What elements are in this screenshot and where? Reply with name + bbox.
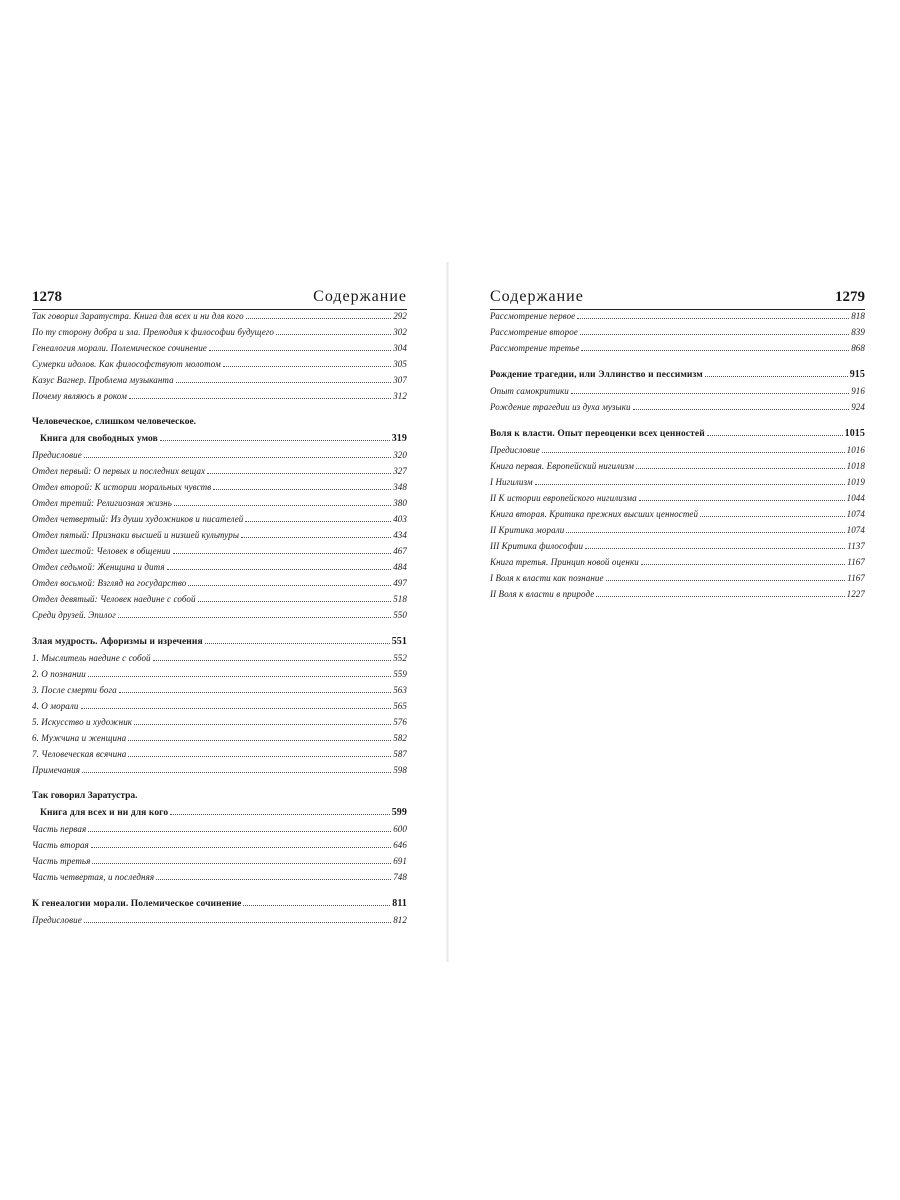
- toc-page-number: 1167: [847, 573, 865, 583]
- toc-entry-title: Предисловие: [32, 450, 82, 460]
- toc-page-number: 327: [393, 466, 407, 476]
- toc-page-number: 691: [393, 856, 407, 866]
- toc-section-title: К генеалогии морали. Полемическое сочинение: [32, 899, 242, 909]
- toc-entry-title: 4. О морали: [32, 701, 79, 711]
- toc-page-number: 518: [393, 594, 407, 604]
- dot-leader: [566, 525, 844, 533]
- toc-entry-title: Отдел шестой: Человек в общении: [32, 546, 171, 556]
- toc-page-number: 550: [393, 610, 407, 620]
- toc-page-number: 600: [393, 824, 407, 834]
- left-page: [32, 288, 407, 931]
- toc-section-heading-line1: Человеческое, слишком человеческое.: [32, 417, 197, 427]
- toc-page-number: 302: [393, 327, 407, 337]
- toc-entry[interactable]: [32, 733, 407, 749]
- toc-section-heading[interactable]: [490, 369, 865, 385]
- toc-page-number: 599: [391, 807, 407, 818]
- toc-section-title: Злая мудрость. Афоризмы и изречения: [32, 637, 203, 647]
- dot-leader: [596, 589, 844, 597]
- toc-page-number: 748: [393, 872, 407, 882]
- toc-entry-title: Рассмотрение первое: [490, 311, 576, 321]
- toc-entry[interactable]: [490, 343, 865, 359]
- dot-leader: [170, 807, 389, 815]
- dot-leader: [245, 514, 391, 522]
- toc-page-number: 403: [393, 514, 407, 524]
- toc-entry-title: Среди друзей. Эпилог: [32, 610, 116, 620]
- toc-page-number: 916: [851, 386, 865, 396]
- toc-entry[interactable]: [32, 391, 407, 407]
- toc-entry-title: II К истории европейского нигилизма: [490, 493, 637, 503]
- toc-entry-title: Книга первая. Европейский нигилизм: [490, 461, 634, 471]
- dot-leader: [705, 369, 848, 377]
- dot-leader: [585, 541, 845, 549]
- toc-entry-title: Книга вторая. Критика прежних высших ценностей: [490, 509, 699, 519]
- toc-entry-title: Отдел девятый: Человек наедине с собой: [32, 594, 196, 604]
- toc-entry[interactable]: [32, 765, 407, 781]
- dot-leader: [246, 311, 392, 319]
- toc-entry-title: 7. Человеческая всячина: [32, 749, 127, 759]
- left-toc-group-e: [32, 915, 407, 931]
- dot-leader: [88, 824, 391, 832]
- right-page-header: [490, 288, 865, 310]
- running-head: Содержание: [313, 288, 407, 305]
- toc-entry[interactable]: [32, 610, 407, 626]
- toc-entry[interactable]: [32, 669, 407, 685]
- dot-leader: [188, 578, 391, 586]
- toc-page-number: 559: [393, 669, 407, 679]
- dot-leader: [641, 557, 845, 565]
- toc-page-number: 348: [393, 482, 407, 492]
- toc-entry-title: Часть третья: [32, 856, 91, 866]
- toc-entry-title: Почему являюсь я роком: [32, 391, 127, 401]
- toc-section-heading[interactable]: [32, 636, 407, 652]
- toc-section-title: Книга для всех и ни для кого: [40, 808, 169, 818]
- dot-leader: [209, 343, 391, 351]
- left-toc-group-b: [32, 450, 407, 626]
- toc-page-number: 304: [393, 343, 407, 353]
- toc-entry[interactable]: [32, 562, 407, 578]
- toc-page-number: 312: [393, 391, 407, 401]
- toc-page-number: 380: [393, 498, 407, 508]
- toc-section-heading[interactable]: [490, 428, 865, 444]
- dot-leader: [223, 359, 391, 367]
- toc-page-number: 587: [393, 749, 407, 759]
- dot-leader: [205, 636, 390, 644]
- toc-entry-title: Отдел третий: Религиозная жизнь: [32, 498, 172, 508]
- toc-entry[interactable]: [490, 509, 865, 525]
- toc-page-number: 811: [392, 898, 407, 909]
- dot-leader: [118, 610, 391, 618]
- toc-page-number: 1137: [847, 541, 865, 551]
- right-page: [490, 288, 865, 605]
- toc-entry[interactable]: [490, 327, 865, 343]
- dot-leader: [577, 311, 849, 319]
- toc-page-number: 307: [393, 375, 407, 385]
- toc-entry-title: Генеалогия морали. Полемическое сочинение: [32, 343, 207, 353]
- toc-entry[interactable]: [32, 466, 407, 482]
- toc-page-number: 563: [393, 685, 407, 695]
- toc-page-number: 1015: [844, 428, 865, 439]
- toc-entry[interactable]: [32, 749, 407, 765]
- dot-leader: [535, 477, 845, 485]
- running-head: Содержание: [490, 288, 584, 305]
- toc-entry-title: По ту сторону добра и зла. Прелюдия к философии будущего: [32, 327, 275, 337]
- toc-entry-title: Предисловие: [32, 915, 82, 925]
- toc-entry-title: Отдел пятый: Признаки высшей и низшей культуры: [32, 530, 240, 540]
- dot-leader: [580, 327, 849, 335]
- toc-entry[interactable]: [32, 594, 407, 610]
- toc-entry-title: 6. Мужчина и женщина: [32, 733, 127, 743]
- toc-entry[interactable]: [490, 525, 865, 541]
- toc-entry[interactable]: [490, 573, 865, 589]
- toc-entry-title: Отдел четвертый: Из души художников и писателей: [32, 514, 244, 524]
- right-toc-group-a: [490, 311, 865, 359]
- toc-entry-title: Рождение трагедии из духа музыки: [490, 402, 631, 412]
- toc-page-number: 868: [851, 343, 865, 353]
- toc-section-title: Книга для свободных умов: [40, 434, 158, 444]
- toc-page-number: 565: [393, 701, 407, 711]
- dot-leader: [542, 445, 845, 453]
- toc-page-number: 582: [393, 733, 407, 743]
- toc-entry-title: II Критика морали: [490, 525, 565, 535]
- toc-entry[interactable]: [490, 477, 865, 493]
- toc-section-title: Воля к власти. Опыт переоценки всех ценностей: [490, 429, 705, 439]
- toc-entry[interactable]: [490, 445, 865, 461]
- toc-entry-title: Отдел восьмой: Взгляд на государство: [32, 578, 187, 588]
- toc-entry-title: Часть вторая: [32, 840, 89, 850]
- dot-leader: [243, 898, 390, 906]
- left-toc-group-d: [32, 824, 407, 888]
- toc-entry[interactable]: [32, 872, 407, 888]
- dot-leader: [128, 749, 391, 757]
- dot-leader: [571, 386, 849, 394]
- page-number: 1279: [835, 289, 865, 305]
- dot-leader: [176, 375, 391, 383]
- toc-entry-title: Часть первая: [32, 824, 87, 834]
- toc-entry-title: I Нигилизм: [490, 477, 533, 487]
- toc-entry[interactable]: [32, 514, 407, 530]
- toc-entry-title: Книга третья. Принцип новой оценки: [490, 557, 639, 567]
- toc-entry[interactable]: [32, 915, 407, 931]
- dot-leader: [81, 701, 392, 709]
- dot-leader: [700, 509, 844, 517]
- toc-entry-title: Предисловие: [490, 445, 540, 455]
- toc-entry[interactable]: [490, 311, 865, 327]
- dot-leader: [134, 717, 391, 725]
- toc-entry[interactable]: [32, 685, 407, 701]
- toc-entry[interactable]: [490, 541, 865, 557]
- toc-entry-title: Отдел второй: К истории моральных чувств: [32, 482, 212, 492]
- toc-page-number: 1019: [846, 477, 865, 487]
- dot-leader: [167, 562, 392, 570]
- toc-entry-title: Опыт самокритики: [490, 386, 569, 396]
- right-toc-group-b: [490, 386, 865, 418]
- toc-entry[interactable]: [32, 856, 407, 872]
- dot-leader: [241, 530, 391, 538]
- toc-page-number: 484: [393, 562, 407, 572]
- toc-page-number: 467: [393, 546, 407, 556]
- dot-leader: [606, 573, 846, 581]
- toc-page-number: 497: [393, 578, 407, 588]
- toc-entry[interactable]: [490, 402, 865, 418]
- toc-page-number: 1227: [846, 589, 865, 599]
- toc-entry[interactable]: [32, 375, 407, 391]
- toc-page-number: 915: [849, 369, 865, 380]
- dot-leader: [276, 327, 391, 335]
- toc-page-number: 552: [393, 653, 407, 663]
- dot-leader: [92, 856, 391, 864]
- dot-leader: [82, 765, 391, 773]
- dot-leader: [88, 669, 391, 677]
- toc-page-number: 1074: [846, 509, 865, 519]
- toc-entry[interactable]: [32, 717, 407, 733]
- dot-leader: [119, 685, 392, 693]
- toc-entry[interactable]: [32, 546, 407, 562]
- dot-leader: [707, 428, 843, 436]
- dot-leader: [213, 482, 391, 490]
- toc-entry-title: III Критика философии: [490, 541, 584, 551]
- toc-page-number: 292: [393, 311, 407, 321]
- dot-leader: [153, 653, 392, 661]
- toc-entry[interactable]: [32, 578, 407, 594]
- toc-page-number: 434: [393, 530, 407, 540]
- dot-leader: [636, 461, 845, 469]
- toc-page-number: 1074: [846, 525, 865, 535]
- dot-leader: [128, 733, 391, 741]
- toc-entry-title: Сумерки идолов. Как философствуют молотом: [32, 359, 221, 369]
- toc-entry[interactable]: [32, 482, 407, 498]
- dot-leader: [581, 343, 849, 351]
- book-gutter: [446, 262, 449, 962]
- toc-page-number: 1018: [846, 461, 865, 471]
- toc-entry[interactable]: [32, 327, 407, 343]
- right-toc-group-c: [490, 445, 865, 605]
- toc-section-heading[interactable]: [32, 898, 407, 914]
- dot-leader: [91, 840, 391, 848]
- toc-entry[interactable]: [490, 386, 865, 402]
- left-toc-group-c: [32, 653, 407, 781]
- toc-entry[interactable]: [32, 701, 407, 717]
- dot-leader: [84, 450, 391, 458]
- toc-entry-title: II Воля к власти в природе: [490, 589, 595, 599]
- left-page-header: [32, 288, 407, 310]
- dot-leader: [174, 498, 391, 506]
- toc-page-number: 1044: [846, 493, 865, 503]
- toc-entry-title: Рассмотрение второе: [490, 327, 578, 337]
- toc-entry-title: Казус Вагнер. Проблема музыканта: [32, 375, 174, 385]
- toc-entry[interactable]: [490, 461, 865, 477]
- dot-leader: [207, 466, 391, 474]
- toc-page-number: 924: [851, 402, 865, 412]
- toc-entry-title: 1. Мыслитель наедине с собой: [32, 653, 151, 663]
- toc-entry[interactable]: [490, 589, 865, 605]
- toc-section-title: Рождение трагедии, или Эллинство и пессимизм: [490, 370, 703, 380]
- toc-page-number: 646: [393, 840, 407, 850]
- toc-section-heading[interactable]: [32, 807, 407, 823]
- toc-entry-title: 3. После смерти бога: [32, 685, 117, 695]
- toc-page-number: 598: [393, 765, 407, 775]
- toc-page-number: 1016: [846, 445, 865, 455]
- toc-section-heading-line1: Так говорил Заратустра.: [32, 791, 138, 801]
- page-number: 1278: [32, 289, 62, 305]
- dot-leader: [173, 546, 392, 554]
- toc-entry[interactable]: [32, 530, 407, 546]
- dot-leader: [129, 391, 391, 399]
- toc-entry-title: Примечания: [32, 765, 81, 775]
- toc-entry[interactable]: [490, 493, 865, 509]
- toc-page-number: 551: [391, 636, 407, 647]
- toc-entry[interactable]: [32, 450, 407, 466]
- toc-page-number: 320: [393, 450, 407, 460]
- toc-entry-title: 2. О познании: [32, 669, 86, 679]
- toc-page-number: 818: [851, 311, 865, 321]
- dot-leader: [633, 402, 850, 410]
- dot-leader: [639, 493, 845, 501]
- toc-page-number: 839: [851, 327, 865, 337]
- dot-leader: [160, 433, 390, 441]
- dot-leader: [198, 594, 392, 602]
- toc-section-heading[interactable]: [32, 433, 407, 449]
- toc-entry[interactable]: [490, 557, 865, 573]
- toc-entry[interactable]: [32, 343, 407, 359]
- toc-page-number: 576: [393, 717, 407, 727]
- left-toc-group-a: [32, 311, 407, 407]
- toc-page-number: 812: [393, 915, 407, 925]
- toc-entry[interactable]: [32, 840, 407, 856]
- toc-entry-title: Часть четвертая, и последняя: [32, 872, 155, 882]
- toc-entry[interactable]: [32, 498, 407, 514]
- toc-entry[interactable]: [32, 653, 407, 669]
- toc-entry-title: Отдел первый: О первых и последних вещах: [32, 466, 206, 476]
- toc-page-number: 319: [391, 433, 407, 444]
- toc-entry-title: Так говорил Заратустра. Книга для всех и ни для кого: [32, 311, 244, 321]
- toc-entry-title: Отдел седьмой: Женщина и дитя: [32, 562, 165, 572]
- toc-entry-title: Рассмотрение третье: [490, 343, 580, 353]
- toc-page-number: 1167: [847, 557, 865, 567]
- toc-entry-title: 5. Искусство и художник: [32, 717, 133, 727]
- toc-entry[interactable]: [32, 824, 407, 840]
- dot-leader: [84, 915, 391, 923]
- toc-page-number: 305: [393, 359, 407, 369]
- toc-entry-title: I Воля к власти как познание: [490, 573, 604, 583]
- toc-entry[interactable]: [32, 359, 407, 375]
- toc-entry[interactable]: [32, 311, 407, 327]
- dot-leader: [156, 872, 391, 880]
